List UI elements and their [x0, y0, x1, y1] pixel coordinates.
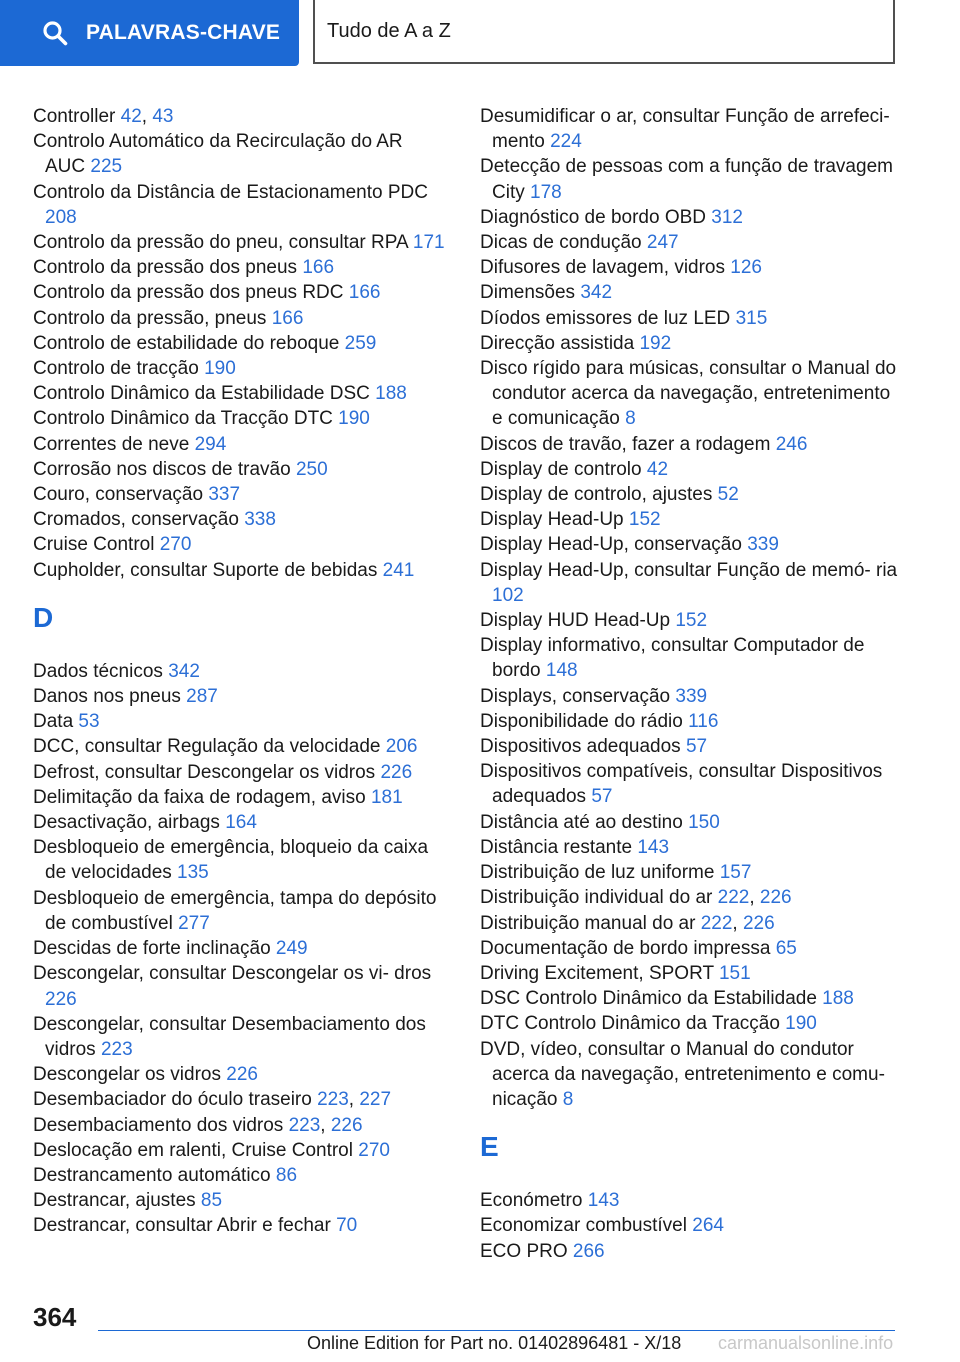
index-entry-text: Cruise Control: [33, 534, 160, 556]
page-link[interactable]: 315: [735, 307, 768, 329]
page-link[interactable]: 164: [225, 812, 257, 834]
page-link[interactable]: 86: [275, 1164, 298, 1186]
index-entry: [33, 1138, 445, 1163]
index-entry-text: Display Head-Up, consultar Função de memó‐ ria: [480, 559, 898, 581]
index-entry: [480, 709, 900, 734]
index-entry: Desembaciador do óculo traseiro 223, 227: [33, 1089, 392, 1111]
index-entry: [33, 255, 445, 280]
page-link[interactable]: 226: [759, 887, 792, 909]
index-entry: [33, 457, 445, 482]
index-entry-text: Descongelar, consultar Descongelar os vi‐ dros: [33, 963, 432, 985]
page-link[interactable]: 225: [90, 156, 123, 178]
index-entry: [480, 457, 900, 482]
index-entry-text: Dimensões: [480, 282, 581, 304]
index-entry: [480, 1239, 900, 1264]
index-entry-text: Desembaciamento dos vidros: [33, 1114, 289, 1136]
page-link[interactable]: 277: [178, 912, 210, 934]
page-link[interactable]: 151: [718, 962, 751, 984]
index-entry-text: Distribuição individual do ar: [480, 887, 718, 909]
page-link[interactable]: 226: [380, 761, 413, 783]
index-entry: [33, 406, 445, 431]
index-entry: [33, 180, 445, 230]
page-link[interactable]: 57: [591, 786, 613, 808]
index-entry-text: Controlo da pressão do pneu, consultar RPA: [33, 232, 413, 254]
page-link[interactable]: 143: [587, 1190, 620, 1212]
page-link[interactable]: 178: [530, 181, 562, 203]
page-link[interactable]: 166: [271, 307, 304, 329]
page-link[interactable]: 226: [330, 1114, 363, 1136]
index-entry: [480, 810, 900, 835]
page-link[interactable]: 226: [45, 988, 77, 1010]
page-link[interactable]: 342: [580, 282, 613, 304]
index-entry: [33, 507, 445, 532]
page-link[interactable]: 342: [168, 660, 200, 682]
index-entry: [480, 306, 900, 331]
index-entry: Distribuição individual do ar 222, 226: [480, 887, 792, 909]
index-entry-text: Controlo da pressão dos pneus RDC: [33, 282, 349, 304]
index-entry: [33, 1163, 445, 1188]
index-entry: [33, 1062, 445, 1087]
index-entry-text: Deslocação em ralenti, Cruise Control: [33, 1139, 359, 1161]
page-link[interactable]: 192: [639, 332, 672, 354]
page-link[interactable]: 338: [244, 509, 276, 531]
page-link[interactable]: 102: [492, 584, 524, 606]
index-entry-text: Cromados, conservação: [33, 509, 245, 531]
index-entry: [480, 432, 900, 457]
index-entry: [33, 1188, 445, 1213]
page-link[interactable]: 152: [628, 509, 661, 531]
index-entry: [33, 432, 445, 457]
page-link[interactable]: 222: [717, 887, 750, 909]
search-icon: [42, 20, 68, 46]
index-entry-text: Desbloqueio de emergência, bloqueio da caixa de velocidades: [33, 837, 429, 884]
index-entry: [480, 1213, 900, 1238]
index-entry-text: Economizar combustível: [480, 1215, 693, 1237]
page-link[interactable]: 43: [152, 106, 174, 127]
index-entry-text: Dicas de condução: [480, 232, 647, 254]
index-entry: [480, 759, 900, 809]
index-entry-text: Corrosão nos discos de travão: [33, 458, 296, 480]
page-link[interactable]: 337: [208, 484, 241, 506]
index-entry-text: Discos de travão, fazer a rodagem: [480, 433, 776, 455]
page-link[interactable]: 266: [572, 1240, 605, 1262]
page-link[interactable]: 208: [45, 206, 77, 228]
index-entry: [480, 633, 900, 683]
page-link[interactable]: 223: [288, 1114, 321, 1136]
page-link[interactable]: 294: [194, 433, 227, 455]
index-entry-text: Controlo Automático da Recirculação do AR AUC: [33, 131, 403, 178]
index-entry: [480, 936, 900, 961]
page-link[interactable]: 52: [717, 484, 739, 506]
index-entry-text: Destrancamento automático: [33, 1164, 276, 1186]
page-link[interactable]: 150: [688, 811, 720, 833]
page-link[interactable]: 65: [775, 937, 797, 959]
page-link[interactable]: 181: [370, 786, 403, 808]
index-entry: [33, 356, 445, 381]
page-link[interactable]: 223: [317, 1089, 349, 1111]
page-link[interactable]: 116: [688, 710, 719, 732]
index-entry-text: Display HUD Head-Up: [480, 610, 676, 632]
page-link[interactable]: 246: [775, 433, 808, 455]
index-entry-text: DSC Controlo Dinâmico da Estabilidade: [480, 988, 823, 1010]
index-entry: [33, 785, 445, 810]
index-entry-text: Desbloqueio de emergência, tampa do depósito de combustível: [33, 887, 437, 934]
index-entry: [480, 1011, 900, 1036]
index-entry-text: Difusores de lavagem, vidros: [480, 257, 731, 279]
section-letter: D: [33, 601, 54, 633]
index-entry-text: Direcção assistida: [480, 332, 640, 354]
keywords-button[interactable]: [0, 0, 299, 66]
index-entry: [33, 936, 445, 961]
index-entry-text: Dispositivos compatíveis, consultar Dispositivos adequados: [480, 761, 883, 808]
index-entry-text: Cupholder, consultar Suporte de bebidas: [33, 559, 383, 581]
page-link[interactable]: 171: [412, 232, 445, 254]
index-entry: [480, 734, 900, 759]
index-entry-text: Display Head-Up: [480, 509, 629, 531]
index-entry: Distribuição manual do ar 222, 226: [480, 912, 775, 934]
index-entry-text: Danos nos pneus: [33, 686, 187, 708]
index-entry-text: Controlo da pressão, pneus: [33, 307, 272, 329]
index-entry: [480, 558, 900, 608]
index-entry-text: Desumidificar o ar, consultar Função de arrefeci‐ mento: [480, 106, 890, 153]
index-entry: [480, 961, 900, 986]
index-entry-text: Controlo Dinâmico da Tracção DTC: [33, 408, 339, 430]
page-link[interactable]: 143: [637, 836, 670, 858]
index-entry: [480, 104, 900, 154]
index-entry-text: Correntes de neve: [33, 433, 195, 455]
page-link[interactable]: 223: [100, 1038, 133, 1060]
index-entry-text: Data: [33, 711, 79, 733]
page-link[interactable]: 188: [822, 988, 854, 1010]
index-entry-text: Distância restante: [480, 836, 638, 858]
index-entry: [480, 835, 900, 860]
page-link[interactable]: 250: [295, 458, 328, 480]
page-link[interactable]: 166: [302, 257, 335, 279]
index-entry-text: Económetro: [480, 1190, 588, 1212]
index-entry: [33, 280, 445, 305]
index-entry-text: Display de controlo: [480, 458, 647, 480]
index-entry-text: Descidas de forte inclinação: [33, 938, 276, 960]
index-entry-text: Diagnóstico de bordo OBD: [480, 206, 712, 228]
index-entry-text: Controlo de estabilidade do reboque: [33, 332, 345, 354]
index-entry: [480, 860, 900, 885]
index-entry-text: Destrancar, ajustes: [33, 1190, 201, 1212]
index-entry-text: Desembaciador do óculo traseiro: [33, 1089, 318, 1111]
index-entry: [33, 230, 445, 255]
page-link[interactable]: 241: [382, 559, 415, 581]
index-entry: [480, 1188, 900, 1213]
page-link[interactable]: 42: [120, 106, 142, 127]
index-entry-text: Destrancar, consultar Abrir e fechar: [33, 1215, 337, 1237]
page-link[interactable]: 148: [545, 660, 578, 682]
section-letter: E: [480, 1131, 499, 1163]
index-entry: [480, 1037, 900, 1113]
page-link[interactable]: 126: [730, 257, 762, 279]
index-entry: [480, 280, 900, 305]
page-link[interactable]: 287: [186, 686, 218, 708]
index-entry: [480, 482, 900, 507]
tab-a-to-z[interactable]: [313, 0, 895, 64]
page-number: 364: [33, 1302, 77, 1332]
page-link[interactable]: 135: [177, 862, 209, 884]
index-entry-text: Descongelar, consultar Desembaciamento dos vidros: [33, 1013, 426, 1060]
index-entry-text: Dados técnicos: [33, 660, 169, 682]
page-link[interactable]: 8: [562, 1088, 574, 1110]
page-link[interactable]: 227: [359, 1089, 392, 1111]
index-entry: [480, 986, 900, 1011]
index-column-right: [480, 104, 900, 1264]
page-link[interactable]: 249: [275, 938, 308, 960]
index-entry: [33, 760, 445, 785]
index-entry: [480, 507, 900, 532]
index-entry: [33, 835, 445, 885]
index-entry: [480, 356, 900, 432]
index-entry-text: Distribuição de luz uniforme: [480, 862, 720, 884]
index-entry: [480, 154, 900, 204]
page-link[interactable]: 190: [785, 1013, 817, 1035]
index-entry: [33, 659, 445, 684]
index-entry: [33, 961, 445, 1011]
index-entry-text: Delimitação da faixa de rodagem, aviso: [33, 786, 371, 808]
index-entry-text: Display de controlo, ajustes: [480, 484, 718, 506]
page-link[interactable]: 188: [375, 383, 407, 405]
index-entry: [480, 255, 900, 280]
page-link[interactable]: 247: [646, 232, 679, 254]
page-link[interactable]: 190: [204, 358, 236, 380]
page-link[interactable]: 152: [675, 610, 708, 632]
index-entry-text: Díodos emissores de luz LED: [480, 307, 736, 329]
index-entry: [33, 709, 445, 734]
page-link[interactable]: 166: [348, 282, 381, 304]
index-entry: [33, 886, 445, 936]
page-link[interactable]: 270: [358, 1139, 390, 1161]
index-entry-text: Dispositivos adequados: [480, 736, 686, 758]
index-entry-text: Descongelar os vidros: [33, 1064, 227, 1086]
index-entry: [33, 734, 445, 759]
page-link[interactable]: 53: [78, 711, 100, 733]
index-entry-text: Display Head-Up, conservação: [480, 534, 748, 556]
tab-label: Tudo de A a Z: [327, 19, 451, 42]
index-entry-text: Displays, conservação: [480, 685, 676, 707]
index-entry-text: Controlo de tracção: [33, 358, 205, 380]
page-link[interactable]: 157: [719, 862, 752, 884]
index-column-left: [33, 104, 445, 1239]
page-link[interactable]: 226: [226, 1064, 258, 1086]
page-link[interactable]: 259: [344, 332, 377, 354]
index-entry-text: Controlo da pressão dos pneus: [33, 257, 303, 279]
index-entry-text: Disco rígido para músicas, consultar o Manual do condutor acerca da navegação, entretenimento e comunicação: [480, 358, 897, 430]
index-entry: [33, 381, 445, 406]
index-entry: [480, 684, 900, 709]
page-link[interactable]: 264: [692, 1215, 724, 1237]
page-link[interactable]: 222: [700, 912, 733, 934]
page-link[interactable]: 224: [550, 131, 582, 153]
watermark: carmanualsonline.info: [718, 1333, 894, 1353]
index-entry: Desembaciamento dos vidros 223, 226: [33, 1114, 363, 1136]
index-entry: [33, 1012, 445, 1062]
page-link[interactable]: 226: [742, 912, 775, 934]
index-entry: [33, 558, 445, 583]
page-link[interactable]: 270: [159, 534, 192, 556]
index-entry: [480, 532, 900, 557]
index-entry-text: Documentação de bordo impressa: [480, 937, 776, 959]
index-entry: [480, 608, 900, 633]
index-entry-text: DCC, consultar Regulação da velocidade: [33, 736, 386, 758]
index-entry-text: Defrost, consultar Descongelar os vidros: [33, 761, 381, 783]
page-link[interactable]: 8: [625, 408, 636, 430]
index-entry-text: Display informativo, consultar Computador de bordo: [480, 635, 865, 682]
page-link[interactable]: 312: [711, 206, 743, 228]
header: [0, 0, 960, 66]
index-entry-text: Couro, conservação: [33, 484, 209, 506]
index-entry: [33, 1213, 445, 1238]
index-entry-text: Controller: [33, 106, 121, 127]
index-entry-text: ECO PRO: [480, 1240, 573, 1262]
page-link[interactable]: 190: [338, 408, 370, 430]
index-entry-text: Driving Excitement, SPORT: [480, 962, 719, 984]
index-entry: [480, 230, 900, 255]
keywords-button-label: PALAVRAS-CHAVE: [86, 21, 281, 44]
index-entry: [33, 684, 445, 709]
index-entry: Controller 42, 43: [33, 106, 174, 127]
index-entry: [33, 810, 445, 835]
index-entry: [33, 482, 445, 507]
page-link[interactable]: 42: [646, 458, 669, 480]
page-link[interactable]: 85: [200, 1190, 223, 1212]
page-link[interactable]: 70: [336, 1215, 358, 1237]
page-link[interactable]: 57: [685, 736, 708, 758]
index-entry-text: Disponibilidade do rádio: [480, 710, 689, 732]
index-entry: [33, 331, 445, 356]
index-entry: [33, 129, 445, 179]
index-entry: [480, 205, 900, 230]
footer-divider: [98, 1330, 895, 1331]
page-link[interactable]: 339: [675, 685, 708, 707]
index-entry-text: DTC Controlo Dinâmico da Tracção: [480, 1013, 786, 1035]
index-entry-text: Controlo Dinâmico da Estabilidade DSC: [33, 383, 376, 405]
index-entry-text: DVD, vídeo, consultar o Manual do condutor acerca da navegação, entretenimento e comu‐ nicação: [480, 1038, 885, 1110]
page-link[interactable]: 339: [747, 534, 779, 556]
index-entry-text: Distribuição manual do ar: [480, 912, 701, 934]
index-entry-text: Distância até ao destino: [480, 811, 689, 833]
index-entry: [33, 306, 445, 331]
index-entry: [480, 331, 900, 356]
index-entry-text: Controlo da Distância de Estacionamento PDC: [33, 181, 428, 203]
index-entry-text: Desactivação, airbags: [33, 812, 226, 834]
index-entry: [33, 532, 445, 557]
index-entry-text: Detecção de pessoas com a função de travagem City: [480, 156, 893, 203]
edition-text: Online Edition for Part no. 01402896481 - X/18: [307, 1333, 682, 1353]
page-link[interactable]: 206: [385, 736, 418, 758]
